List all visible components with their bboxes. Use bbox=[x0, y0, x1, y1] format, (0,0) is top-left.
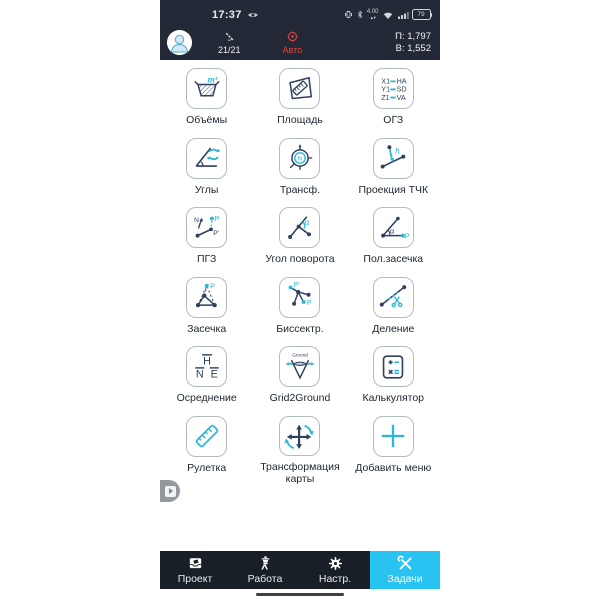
header bbox=[160, 0, 440, 60]
svg-text:Z1: Z1 bbox=[381, 92, 390, 102]
home-strip bbox=[160, 589, 440, 600]
mode-label: Авто bbox=[282, 45, 303, 55]
precision-vertical: В: 1,552 bbox=[395, 42, 431, 54]
tool-volumes[interactable] bbox=[160, 68, 253, 138]
bottom-nav bbox=[160, 551, 440, 589]
tool-rotation-angle[interactable] bbox=[253, 207, 346, 277]
tool-calculator[interactable] bbox=[347, 346, 440, 416]
satellites-button[interactable] bbox=[218, 30, 241, 55]
svg-text:N: N bbox=[193, 216, 199, 224]
calculator-icon bbox=[373, 346, 414, 387]
svg-text:Y1: Y1 bbox=[381, 84, 391, 94]
svg-text:P: P bbox=[214, 213, 220, 223]
tool-grid2ground[interactable] bbox=[253, 346, 346, 416]
network-speed-icon: 4.00 ▲▼ bbox=[366, 8, 379, 20]
svg-text:h: h bbox=[395, 146, 401, 156]
resection-icon bbox=[186, 277, 227, 318]
play-icon bbox=[165, 486, 176, 497]
pgz-icon bbox=[186, 207, 227, 248]
tool-ogz[interactable] bbox=[347, 68, 440, 138]
tool-label: Grid2Ground bbox=[269, 392, 331, 404]
svg-text:VA: VA bbox=[396, 92, 406, 102]
map-transform-icon bbox=[279, 416, 320, 457]
tool-bisector[interactable] bbox=[253, 277, 346, 347]
svg-text:SD: SD bbox=[396, 84, 407, 94]
tool-transform[interactable] bbox=[253, 138, 346, 208]
tool-area[interactable] bbox=[253, 68, 346, 138]
tool-label: Осреднение bbox=[176, 392, 237, 404]
edge-panel-handle[interactable] bbox=[160, 480, 180, 502]
svg-text:α: α bbox=[390, 225, 395, 235]
tool-label: Биссектр. bbox=[276, 322, 324, 335]
division-icon bbox=[373, 277, 414, 318]
tool-division[interactable] bbox=[347, 277, 440, 347]
tool-label: Объёмы bbox=[186, 114, 228, 126]
svg-text:X1: X1 bbox=[381, 76, 391, 86]
svg-text:E: E bbox=[210, 367, 218, 380]
tool-angles[interactable] bbox=[160, 138, 253, 208]
svg-text:P: P bbox=[306, 298, 312, 308]
polar-intersection-icon bbox=[373, 207, 414, 248]
tool-label: Углы bbox=[194, 183, 219, 196]
tool-add-menu[interactable] bbox=[347, 416, 440, 486]
tool-label: Калькулятор bbox=[362, 392, 425, 404]
nav-tab-label: Настр. bbox=[318, 573, 352, 585]
nav-tab-work[interactable] bbox=[230, 551, 300, 589]
tasks-icon bbox=[397, 555, 414, 572]
settings-icon bbox=[327, 555, 344, 572]
add-menu-icon bbox=[373, 416, 414, 457]
bisector-icon bbox=[279, 277, 320, 318]
tool-label: Площадь bbox=[277, 114, 323, 126]
clock: 17:37 bbox=[212, 8, 242, 21]
app-screen bbox=[160, 0, 440, 600]
svg-text:H: H bbox=[202, 354, 211, 367]
nav-tab-label: Работа bbox=[247, 573, 283, 585]
tools-grid bbox=[160, 60, 440, 485]
work-icon bbox=[257, 555, 274, 572]
tape-measure-icon bbox=[186, 416, 227, 457]
tool-label: Угол поворота bbox=[265, 253, 335, 265]
mode-auto-button[interactable] bbox=[283, 30, 303, 55]
battery-percent: 79 bbox=[412, 9, 431, 20]
record-mode-icon bbox=[286, 30, 299, 44]
tool-label: Проекция ТЧК bbox=[358, 183, 429, 196]
tool-label: Рулетка bbox=[187, 461, 227, 474]
tool-pgz[interactable] bbox=[160, 207, 253, 277]
vibrate-icon bbox=[344, 9, 353, 20]
status-icons bbox=[344, 9, 432, 20]
home-indicator[interactable] bbox=[256, 593, 344, 596]
tool-tape-measure[interactable] bbox=[160, 416, 253, 486]
svg-text:Ground: Ground bbox=[292, 352, 308, 358]
svg-text:m³: m³ bbox=[207, 74, 217, 84]
grid2ground-icon bbox=[279, 346, 320, 387]
signal-icon bbox=[397, 10, 409, 20]
svg-text:Grid: Grid bbox=[296, 360, 304, 366]
tool-polar-intersection[interactable] bbox=[347, 207, 440, 277]
bluetooth-icon bbox=[356, 9, 364, 20]
svg-text:P': P' bbox=[212, 229, 219, 237]
nav-tab-settings[interactable] bbox=[300, 551, 370, 589]
battery-icon bbox=[412, 9, 433, 20]
eye-icon bbox=[247, 11, 259, 19]
tool-label: Пол.засечка bbox=[363, 253, 424, 265]
ogz-icon bbox=[373, 68, 414, 109]
project-icon bbox=[187, 555, 204, 572]
precision-horizontal: П: 1,797 bbox=[395, 31, 431, 42]
angles-icon bbox=[186, 138, 227, 179]
nav-tab-project[interactable] bbox=[160, 551, 230, 589]
tool-label: Добавить меню bbox=[355, 461, 432, 474]
svg-text:P': P' bbox=[293, 280, 300, 290]
satellite-icon bbox=[223, 30, 236, 44]
app-bar bbox=[160, 25, 440, 60]
averaging-icon bbox=[186, 346, 227, 387]
tool-resection[interactable] bbox=[160, 277, 253, 347]
svg-text:N: N bbox=[195, 367, 204, 380]
tool-label: Засечка bbox=[187, 322, 227, 335]
avatar[interactable] bbox=[167, 30, 192, 55]
tool-label: Трансформация карты bbox=[260, 461, 340, 485]
nav-tab-label: Проект bbox=[177, 573, 213, 585]
svg-text:P: P bbox=[404, 230, 410, 240]
satellite-count: 21/21 bbox=[218, 45, 241, 55]
area-icon bbox=[279, 68, 320, 109]
status-bar bbox=[160, 0, 440, 25]
tool-label: Трансф. bbox=[279, 183, 321, 196]
tool-label: ОГЗ bbox=[383, 114, 404, 126]
transform-icon bbox=[279, 138, 320, 179]
nav-tab-tasks[interactable] bbox=[370, 551, 440, 589]
volumes-icon bbox=[186, 68, 227, 109]
point-projection-icon bbox=[373, 138, 414, 179]
tool-label: Деление bbox=[372, 322, 415, 335]
precision-readout bbox=[395, 31, 433, 54]
tool-label: ПГЗ bbox=[196, 253, 217, 265]
tool-averaging[interactable] bbox=[160, 346, 253, 416]
svg-text:fx: fx bbox=[297, 155, 303, 163]
wifi-icon bbox=[382, 10, 394, 20]
nav-tab-label: Задачи bbox=[387, 573, 423, 585]
tool-point-projection[interactable] bbox=[347, 138, 440, 208]
rotation-angle-icon bbox=[279, 207, 320, 248]
svg-text:P: P bbox=[209, 281, 215, 291]
tool-map-transform[interactable] bbox=[253, 416, 346, 486]
svg-text:HA: HA bbox=[396, 76, 407, 86]
svg-text:α: α bbox=[304, 217, 310, 227]
